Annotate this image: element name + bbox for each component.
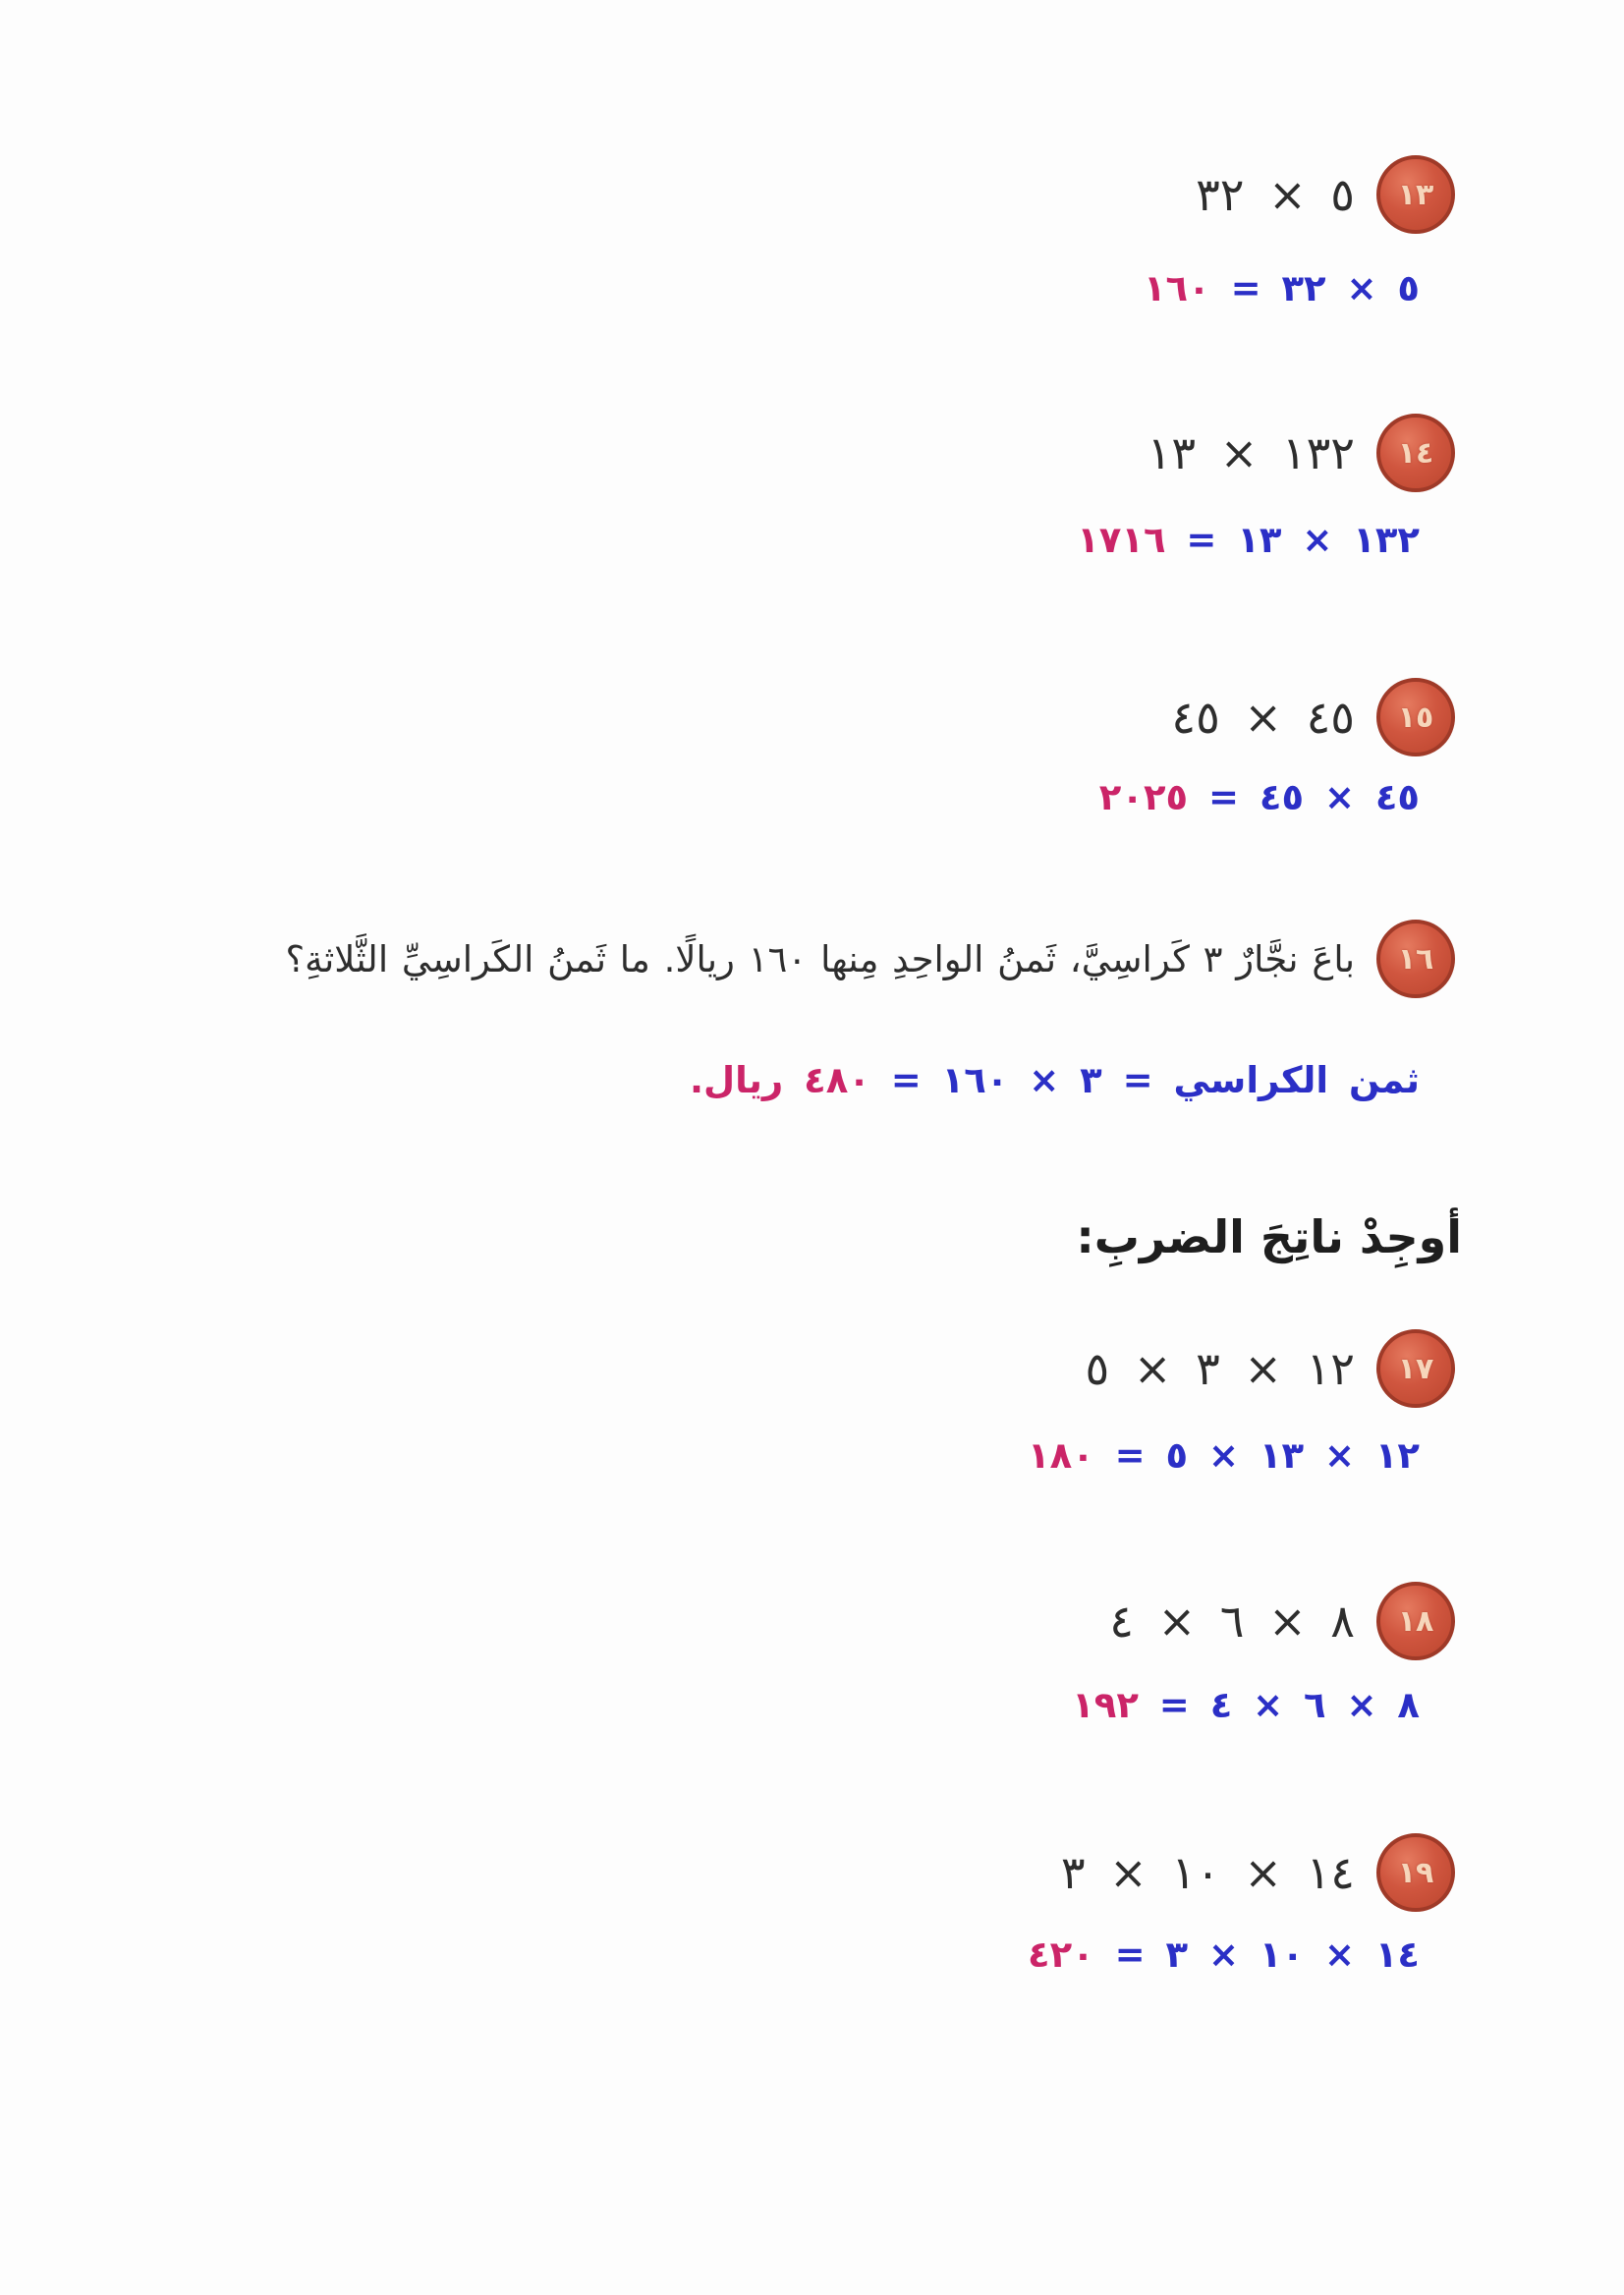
problem-16-answer-expression: ثمن الكراسي = ٣ × ١٦٠ = bbox=[869, 1059, 1420, 1101]
problem-14-answer-expression: ١٣٢ × ١٣ = bbox=[1165, 519, 1420, 561]
problem-15-answer bbox=[1099, 776, 1420, 818]
problem-17-answer-result: ١٨٠ bbox=[1028, 1434, 1094, 1477]
problem-13-expression: ٥ × ٣٢ bbox=[1196, 168, 1355, 221]
problem-17-answer-expression: ١٢ × ١٣ × ٥ = bbox=[1093, 1434, 1420, 1477]
problem-18-number-badge: ١٨ bbox=[1376, 1582, 1455, 1660]
problem-19-answer bbox=[1028, 1933, 1420, 1976]
problem-15-number-badge: ١٥ bbox=[1376, 678, 1455, 756]
problem-14-answer-result: ١٧١٦ bbox=[1077, 519, 1166, 561]
problem-19-number-badge: ١٩ bbox=[1376, 1833, 1455, 1912]
problem-14-number-badge: ١٤ bbox=[1376, 414, 1455, 492]
problem-19-expression: ١٤ × ١٠ × ٣ bbox=[1060, 1846, 1355, 1899]
problem-17-answer bbox=[1028, 1434, 1420, 1477]
problem-16-answer-result: ٤٨٠ ريال. bbox=[689, 1059, 870, 1101]
problem-15 bbox=[1171, 678, 1455, 756]
problem-13-answer-expression: ٥ × ٣٢ = bbox=[1209, 267, 1420, 309]
problem-19-answer-result: ٤٢٠ bbox=[1028, 1933, 1094, 1976]
problem-15-expression: ٤٥ × ٤٥ bbox=[1171, 691, 1355, 744]
problem-13-answer bbox=[1144, 267, 1420, 309]
problem-16 bbox=[286, 920, 1455, 998]
problem-13-number-badge: ١٣ bbox=[1376, 155, 1455, 234]
problem-18 bbox=[1109, 1582, 1455, 1660]
problem-17-number-badge: ١٧ bbox=[1376, 1329, 1455, 1408]
problem-16-number-badge: ١٦ bbox=[1376, 920, 1455, 998]
problem-13-answer-result: ١٦٠ bbox=[1143, 267, 1210, 309]
problem-18-expression: ٨ × ٦ × ٤ bbox=[1109, 1595, 1355, 1648]
problem-19-answer-expression: ١٤ × ١٠ × ٣ = bbox=[1093, 1933, 1420, 1976]
problem-18-answer bbox=[1072, 1684, 1420, 1726]
problem-17-expression: ١٢ × ٣ × ٥ bbox=[1085, 1342, 1355, 1395]
problem-14-answer bbox=[1077, 519, 1420, 561]
problem-17 bbox=[1086, 1329, 1455, 1408]
problem-19 bbox=[1061, 1833, 1455, 1912]
problem-14-expression: ١٣٢ × ١٣ bbox=[1147, 426, 1355, 479]
problem-15-answer-result: ٢٠٢٥ bbox=[1098, 776, 1189, 818]
problem-18-answer-result: ١٩٢ bbox=[1072, 1684, 1139, 1726]
problem-16-answer bbox=[690, 1059, 1420, 1101]
problem-16-question-text: باعَ نجَّارٌ ٣ كَراسِيَّ، ثَمنُ الواحِدِ مِنها ١٦٠ ريالًا. ما ثَمنُ الكَراسِيِّ الثَّلاثةِ؟ bbox=[285, 937, 1355, 980]
section-header-find-the-product: أوجِدْ ناتِجَ الضربِ: bbox=[1076, 1210, 1462, 1263]
problem-14 bbox=[1148, 414, 1455, 492]
problem-18-answer-expression: ٨ × ٦ × ٤ = bbox=[1138, 1684, 1420, 1726]
problem-15-answer-expression: ٤٥ × ٤٥ = bbox=[1188, 776, 1420, 818]
problem-13 bbox=[1196, 155, 1455, 234]
